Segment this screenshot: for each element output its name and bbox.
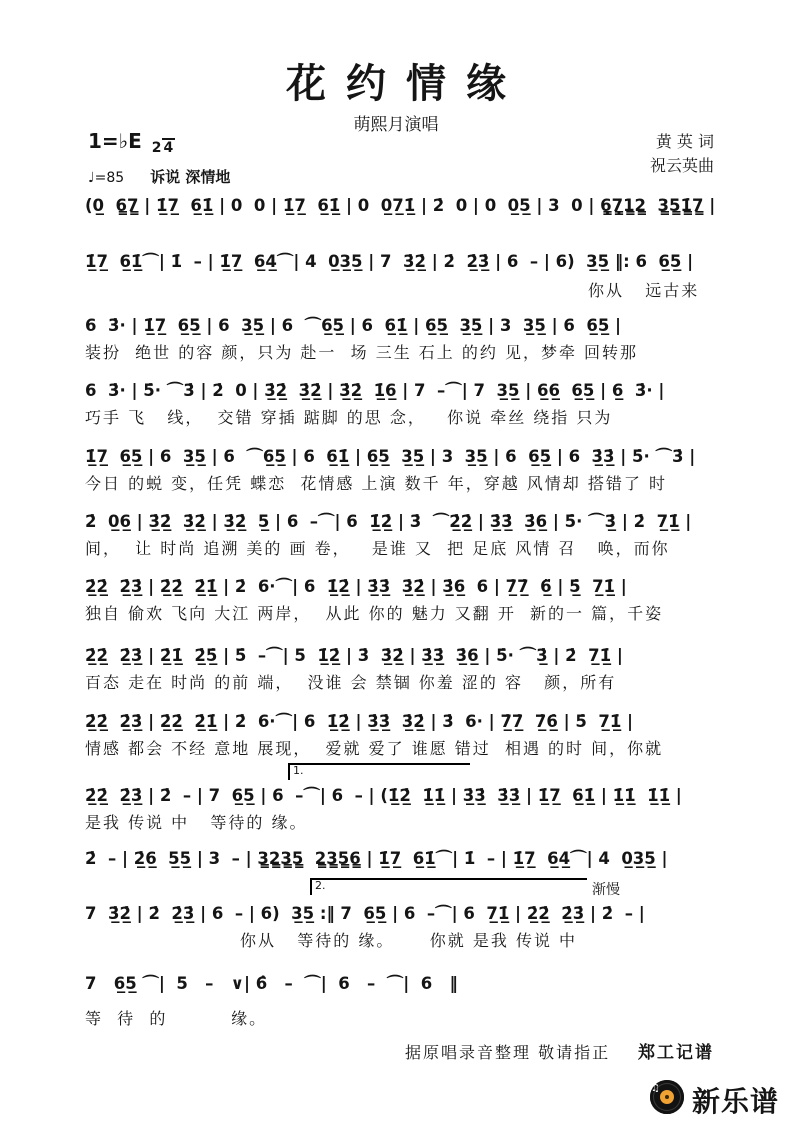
lyrics-line-5: 今日 的蜕 变，任凭 蝶恋 花情感 上演 数千 年，穿越 风情却 搭错了 时 bbox=[85, 474, 667, 493]
key-signature bbox=[88, 129, 175, 156]
credits bbox=[650, 130, 714, 178]
lyrics-line-10: 是我 传说 中 等待的 缘。 bbox=[85, 813, 308, 832]
lyrics-line-13: 等 待 的 缘。 bbox=[85, 1009, 268, 1028]
tempo-row bbox=[88, 166, 230, 187]
volta-1-label: 1. bbox=[293, 764, 304, 777]
notation-line-4: 6 3̇· | 5̇· ⌒3̇ | 2̇ 0 | 3̲̇2̲̇ 3̲̇2̲̇ | 3̲̇2̲̇ 1̲̇6̲ | 7 –⌒| 7 3̲5̲ | 6̲6̲ 6̲5̲ | 6̲ 3̇· | bbox=[85, 381, 665, 400]
key-text: 1=♭E bbox=[88, 129, 142, 153]
lyrics-line-7: 独自 偷欢 飞向 大江 两岸， 从此 你的 魅力 又翻 开 新的一 篇，千姿 bbox=[85, 604, 664, 623]
lyrics-line-3: 装扮 绝世 的容 颜，只为 赴一 场 三生 石上 的约 见，梦牵 回转那 bbox=[85, 343, 639, 362]
notation-line-3: 6 3̇· | 1̲̇7̲ 6̲5̲ | 6 3̲5̲ | 6 ⌒6̲5̲ | 6 6̲1̲̇ | 6̲5̲ 3̲5̲ | 3 3̲5̲ | 6 6̲5̲ | bbox=[85, 316, 622, 335]
composer: 祝云英曲 bbox=[649, 156, 714, 175]
source-note: 据原唱录音整理 敬请指正 bbox=[405, 1043, 611, 1062]
volta-1-bracket bbox=[288, 763, 470, 780]
lyrics-line-12: 你从 等待的 缘。 你就 是我 传说 中 bbox=[240, 931, 578, 950]
meter-numerator: 2 bbox=[151, 140, 162, 156]
ritardando-marking: 渐慢 bbox=[592, 882, 620, 898]
notation-line-11: 2̇ – | 2̲̇6̲ 5̲5̲ | 3 – | 3̳2̳3̳5̳ 2̳3̳5̳6̳ | 1̲̇7̲ 6̲1̲̇⌒| 1̇ – | 1̲̇7̲ 6̲4̲⌒| 4 0̲3̲5̲ | bbox=[85, 849, 668, 868]
record-hole bbox=[665, 1095, 669, 1099]
notation-line-5: 1̲̇7̲ 6̲5̲ | 6 3̲5̲ | 6 ⌒6̲5̲ | 6 6̲1̲̇ | 6̲5̲ 3̲5̲ | 3 3̲5̲ | 6 6̲5̲ | 6 3̲̇3̲̇ | 5̇· ⌒3̇ | bbox=[85, 447, 696, 466]
lyrics-line-8: 百态 走在 时尚 的前 端， 没谁 会 禁锢 你羞 涩的 容 颜，所有 bbox=[85, 673, 617, 692]
notation-line-8: 2̲̇2̲̇ 2̲̇3̲̇ | 2̲̇1̲̇ 2̲̇5̲̇ | 5̇ –⌒| 5 1̲̇2̲̇ | 3̇ 3̲̇2̲̇ | 3̲̇3̲̇ 3̲̇6̲ | 5̇· ⌒3̲̇ | 2̇ 7̲1̲̇ | bbox=[85, 646, 623, 665]
notation-line-6: 2̇ 0̲6̲ | 3̲̇2̲̇ 3̲̇2̲̇ | 3̲̇2̲̇ 5̲ | 6 –⌒| 6 1̲̇2̲̇ | 3̇ ⌒2̲̇2̲̇ | 3̲̇3̲̇ 3̲̇6̲ | 5̇· ⌒3̲̇ | 2̇ 7̲1̲̇ | bbox=[85, 512, 692, 531]
performer: 萌熙月演唱 bbox=[353, 115, 439, 135]
song-title: 花约情缘 bbox=[286, 60, 526, 107]
notation-line-9: 2̲̇2̲̇ 2̲̇3̲̇ | 2̲̇2̲̇ 2̲̇1̲̇ | 2̇ 6·⌒| 6 1̲̇2̲̇ | 3̲̇3̲̇ 3̲̇2̲̇ | 3̇ 6· | 7̲̇7̲̇ 7̲̇6̲̇ | 5̇ 7̲1̲̇ | bbox=[85, 712, 634, 731]
notation-line-13: 7 6̲5̲ ⌒| 5 – ∨| 6̂ – ⌒| 6 – ⌒| 6 ‖ bbox=[85, 974, 458, 993]
volta-2-bracket bbox=[310, 878, 587, 895]
meter-denominator: 4 bbox=[163, 140, 174, 156]
expression-marking: 诉说 深情地 bbox=[150, 168, 231, 186]
volta-2-label: 2. bbox=[315, 879, 326, 892]
lyrics-line-4: 巧手 飞 线， 交错 穿插 踮脚 的思 念， 你说 牵丝 绕指 只为 bbox=[85, 408, 613, 427]
notation-line-12: 7 3̲̇2̲̇ | 2̇ 2̲̇3̲̇ | 6 – | 6) 3̲5̲ :‖ 7 6̲5̲ | 6 –⌒| 6 7̲1̲̇ | 2̲̇2̲̇ 2̲̇3̲̇ | 2̇ – | bbox=[85, 904, 645, 923]
lyricist: 黄 英 词 bbox=[655, 132, 714, 151]
transcriber-credit: 郑工记谱 bbox=[638, 1043, 714, 1063]
lyrics-line-6: 间， 让 时尚 追溯 美的 画 卷， 是谁 又 把 足底 风情 召 唤，而你 bbox=[85, 539, 670, 558]
lyrics-line-2: 你从 远古来 bbox=[588, 281, 700, 300]
notation-line-10: 2̲̇2̲̇ 2̲̇3̲̇ | 2̇ – | 7 6̲5̲ | 6 –⌒| 6 – | (1̲̇2̲̇ 1̲̇1̲̇ | 3̲̇3̲̇ 3̲̇3̲̇ | 1̲̇7̲ 6̲1̲̇ | 1̲̇1̲̇ 1̲̇1̲̇ | bbox=[85, 786, 682, 805]
notation-line-7: 2̲̇2̲̇ 2̲̇3̲̇ | 2̲̇2̲̇ 2̲̇1̲̇ | 2̇ 6·⌒| 6 1̲̇2̲̇ | 3̲̇3̲̇ 3̲̇2̲̇ | 3̲̇6̲ 6 | 7̲̇7̲̇ 6̲̈ | 5̲̇ 7̲1̲̇ | bbox=[85, 577, 627, 596]
notation-line-1: (0̲ 6̳7̳ | 1̲̇7̲ 6̲1̲̇ | 0 0 | 1̲̇7̲ 6̲1̲̇ | 0 0̲7̲1̲̇ | 2̇ 0 | 0 0̲5̲ | 3 0 | 6̣̳7̣̳1̳2̳ 3̳5̳1̳̇7̳ | bbox=[85, 196, 716, 215]
brand-name: 新乐谱 bbox=[692, 1085, 780, 1118]
tempo-marking: ♩=85 bbox=[88, 170, 125, 186]
vinyl-record-icon bbox=[650, 1080, 684, 1114]
time-signature bbox=[152, 141, 176, 156]
lyrics-line-9: 情感 都会 不经 意地 展现， 爱就 爱了 谁愿 错过 相遇 的时 间，你就 bbox=[85, 739, 664, 758]
music-notes-icon: ♫ bbox=[651, 1083, 660, 1094]
notation-line-2: 1̲̇7̲ 6̲1̲̇⌒| 1̇ – | 1̲̇7̲ 6̲4̲⌒| 4 0̲3̲5̲ | 7 3̲̇2̲̇ | 2̇ 2̲̇3̲̇ | 6 – | 6) 3̲5̲ ‖: 6 6̲5̲ | bbox=[85, 252, 694, 271]
